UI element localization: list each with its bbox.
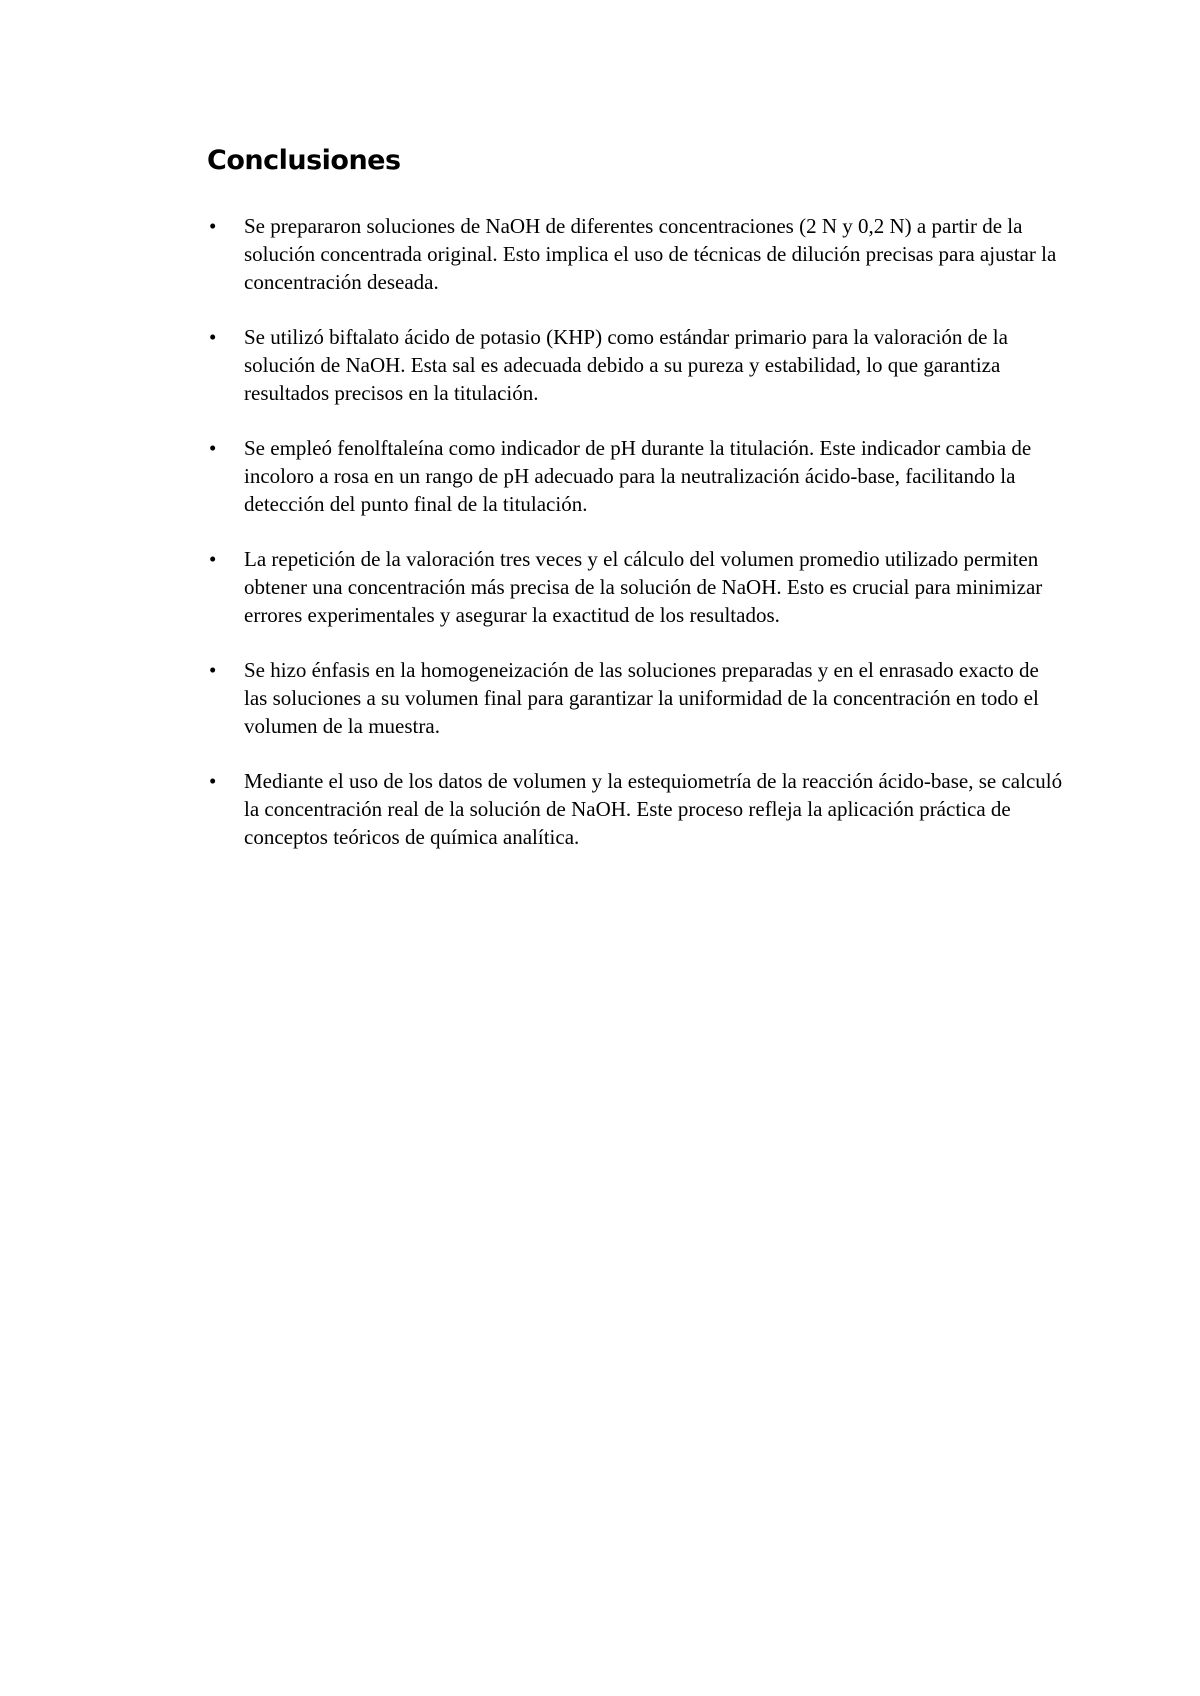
page-title: Conclusiones [207, 145, 401, 176]
list-item-text: La repetición de la valoración tres veces y el cálculo del volumen promedio utilizado permiten obtener una concentración más precisa de la solución de NaOH. Esto es crucial para minimizar errores experimentales y asegurar la exactitud de los resultados. [244, 547, 1043, 627]
list-item-text: Se hizo énfasis en la homogeneización de las soluciones preparadas y en el enrasado exacto de las soluciones a su volumen final para garantizar la uniformidad de la concentración en todo el volumen de la muestra. [244, 658, 1039, 738]
bullet-icon: • [209, 436, 217, 460]
conclusions-list [207, 212, 1067, 878]
bullet-icon: • [209, 658, 217, 682]
list-item [207, 767, 1067, 851]
list-item-text: Se prepararon soluciones de NaOH de diferentes concentraciones (2 N y 0,2 N) a partir de la solución concentrada original. Esto implica el uso de técnicas de dilución precisas para ajustar la concentración deseada. [244, 214, 1057, 294]
list-item-text: Se utilizó biftalato ácido de potasio (KHP) como estándar primario para la valoración de la solución de NaOH. Esta sal es adecuada debido a su pureza y estabilidad, lo que garantiza resultados precisos en la titulación. [244, 325, 1008, 405]
bullet-icon: • [209, 547, 217, 571]
list-item [207, 323, 1067, 407]
list-item [207, 212, 1067, 296]
list-item [207, 434, 1067, 518]
list-item [207, 656, 1067, 740]
bullet-icon: • [209, 769, 217, 793]
bullet-icon: • [209, 325, 217, 349]
list-item-text: Mediante el uso de los datos de volumen y la estequiometría de la reacción ácido-base, se calculó la concentración real de la solución de NaOH. Este proceso refleja la aplicación práctica de conceptos teóricos de química analítica. [244, 769, 1063, 849]
list-item-text: Se empleó fenolftaleína como indicador de pH durante la titulación. Este indicador cambia de incoloro a rosa en un rango de pH adecuado para la neutralización ácido-base, facilitando la detección del punto final de la titulación. [244, 436, 1032, 516]
bullet-icon: • [209, 214, 217, 238]
list-item [207, 545, 1067, 629]
